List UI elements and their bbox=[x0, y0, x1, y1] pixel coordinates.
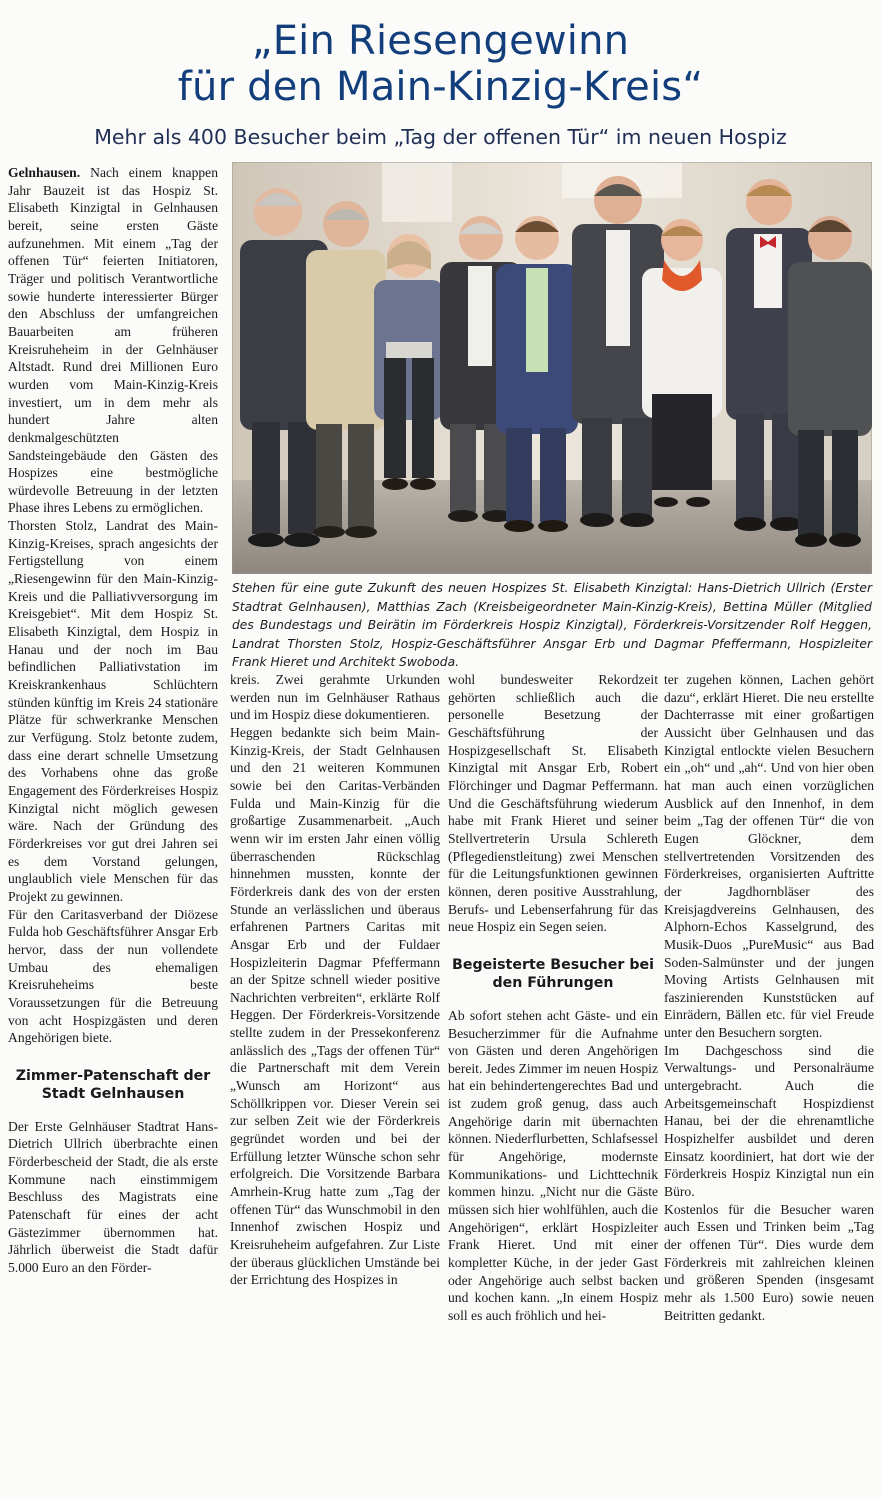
article-column-3 bbox=[448, 671, 658, 1500]
paragraph: Heggen bedankte sich beim Main-Kinzig-Kreis, der Stadt Gelnhausen und den 21 weiteren Kommunen sowie bei den Caritas-Verbänden Fulda und Main-Kinzig für die großartige Zusammenarbeit. „Auch wenn wir im ersten Jahr einen völlig überraschenden Rückschlag hinnehmen mussten, konnte der Förderkreis dank des von der ersten Stunde an verlässlichen und überaus erfahrenen Partners Caritas mit Ansgar Erb und der Fuldaer Hospizleiterin Dagmar Pfeffermann an der Spitze schnell wieder positive Nachrichten verbreiten“, erklärte Rolf Heggen. Der Förderkreis-Vorsitzende stellte zudem in der Pressekonferenz anlässlich des „Tags der offenen Tür“ die Partnerschaft mit dem Verein „Wunsch am Horizont“ aus Schöllkrippen vor. Dieser Verein sei zur selben Zeit wie der Förderkreis gegründet worden und bei der Erfüllung letzter Wünsche schon sehr erfolgreich. Die Vorsitzende Barbara Amrhein-Krug hatte zum „Tag der offenen Tür“ das Wunschmobil in den Innenhof zwischen Hospiz und Kreisruheheim aufgefahren. Zur Liste der überaus glücklichen Umstände bei der Errichtung des Hospizes in bbox=[230, 724, 440, 1288]
headline bbox=[0, 18, 881, 110]
group-photo bbox=[232, 162, 872, 574]
subheadline: Mehr als 400 Besucher beim „Tag der offenen Tür“ im neuen Hospiz bbox=[94, 125, 787, 149]
paragraph-text: Nach einem knappen Jahr Bauzeit ist das Hospiz St. Elisabeth Kinzigtal in Gelnhausen bereit, seine ersten Gäste aufzunehmen. Mit einem „Tag der offenen Tür“ feierten Initiatoren, Träger und politisch Verantwortliche sowie hunderte interessierter Bürger den Abschluss der umfangreichen Bauarbeiten am früheren Kreisruheheim in der Gelnhäuser Altstadt. Rund drei Millionen Euro wurden vom Main-Kinzig-Kreis investiert, um in dem mehr als hundert Jahre alten denkmalgeschützten Sandsteingebäude den Gästen des Hospizes eine bestmögliche würdevolle Betreuung in der letzten Phase ihres Lebens zu ermöglichen. bbox=[8, 165, 218, 516]
article-column-1 bbox=[8, 164, 218, 1500]
paragraph: Ab sofort stehen acht Gäste- und ein Besucherzimmer für die Aufnahme von Gästen und deren Angehörigen bereit. Jedes Zimmer im neuen Hospiz hat ein behindertengerechtes Bad und ist zudem groß genug, dass auch Angehörige darin mit übernachten können. Niederflurbetten, Schlafsessel für Angehörige, modernste Kommunikations- und Lichttechnik kommen hinzu. „Nicht nur die Gäste müssen sich hier wohlfühlen, auch die Angehörigen“, erklärt Hospizleiter Frank Hieret. Und mit einer kompletter Küche, in der jeder Gast oder Angehörige auch selbst backen und kochen kann. „In einem Hospiz soll es auch fröhlich und hei- bbox=[448, 1007, 658, 1323]
photo-caption: Stehen für eine gute Zukunft des neuen Hospizes St. Elisabeth Kinzigtal: Hans-Dietrich Ullrich (Erster Stadtrat Gelnhausen), Matthias Zach (Kreisbeigeordneter Main-Kinzig-Kreis), Bettina Müller (Mitglied des Bundestags und Beirätin im Förderkreis Hospiz Kinzigtal), Förderkreis-Vorsitzender Rolf Heggen, Landrat Thorsten Stolz, Hospiz-Geschäftsführer Ansgar Erb und Dagmar Pfeffermann, Hospizleiter Frank Hieret und Architekt Swoboda. bbox=[232, 581, 872, 670]
paragraph: ter zugehen können, Lachen gehört dazu“, erklärt Hieret. Die neu erstellte Dachterrasse mit einer großartigen Aussicht über Gelnhausen und das Kinzigtal entlockte vielen Besuchern ein „oh“ und „ah“. Und von hier oben hat man auch einen vorzüglichen Ausblick auf den Innenhof, in dem beim „Tag der offenen Tür“ die von Eugen Glöckner, dem stellvertretenden Vorsitzenden des Förderkreises, organisierten Auftritte der Jagdhornbläser des Kreisjagdvereins Gelnhausen, des Alphorn-Echos Kasselgrund, des Musik-Duos „PureMusic“ aus Bad Soden-Salmünster und der jungen Moving Artists Gelnhausen mit faszinierenden Kunststücken auf Einrädern, Bällen etc. für viel Freude unter den Besuchern sorgten. bbox=[664, 672, 874, 1041]
paragraph bbox=[8, 164, 218, 517]
article-column-4 bbox=[664, 671, 874, 1500]
article-column-2 bbox=[230, 671, 440, 1500]
paragraph: Kostenlos für die Besucher waren auch Essen und Trinken beim „Tag der offenen Tür“. Dies wurde dem Förderkreis mit zahlreichen kleinen und größeren Spenden (insgesamt mehr als 1.500 Euro) sowie neuen Beitritten gedankt. bbox=[664, 1201, 874, 1323]
paragraph: Der Erste Gelnhäuser Stadtrat Hans-Dietrich Ullrich überbrachte einen Förderbescheid der Stadt, die als erste Kommune nach einstimmigem Beschluss des Magistrats eine Patenschaft für eines der acht Gästezimmer übernommen hat. Jährlich überweist die Stadt dafür 5.000 Euro an den Förder- bbox=[8, 1118, 218, 1276]
paragraph: kreis. Zwei gerahmte Urkunden werden nun im Gelnhäuser Rathaus und im Hospiz diese dokumentieren. bbox=[230, 672, 440, 723]
group-photo-illustration bbox=[232, 162, 872, 574]
dateline: Gelnhausen. bbox=[8, 165, 81, 180]
paragraph: Für den Caritasverband der Diözese Fulda hob Geschäftsführer Ansgar Erb hervor, dass der nun vollendete Umbau des ehemaligen Kreisruheheims beste Voraussetzungen für die Betreuung von acht Hospizgästen und deren Angehörigen biete. bbox=[8, 906, 218, 1046]
section-heading: Zimmer-Patenschaft der Stadt Gelnhausen bbox=[15, 1067, 211, 1103]
paragraph: Im Dachgeschoss sind die Verwaltungs- und Personalräume untergebracht. Auch die Arbeitsgemeinschaft Hospizdienst Hanau, bei der die ehrenamtliche Hospizhelfer ausbildet und deren Einsatz koordiniert, hat dort wie der Förderkreis Hospiz Kinzigtal nun ein Büro. bbox=[664, 1042, 874, 1200]
paragraph: Thorsten Stolz, Landrat des Main-Kinzig-Kreises, sprach angesichts der Fertigstellung von einem „Riesengewinn für den Main-Kinzig-Kreis und die Palliativversorgung im Kreisgebiet“. Mit dem Hospiz St. Elisabeth Kinzigtal, dem Hospiz in Hanau und der noch im Bau befindlichen Palliativstation im Kreiskrankenhaus Schlüchtern stünden künftig im Kreis 24 stationäre Plätze für schwerkranke Menschen zur Verfügung. Stolz betonte zudem, dass eine derart schnelle Umsetzung des Vorhabens ohne das große Engagement des Förderkreises Hospiz Kinzigtal nicht möglich gewesen wäre. Nach der Gründung des Förderkreises vor gut drei Jahren sei es dem Vorstand gelungen, unglaublich viele Menschen für das Projekt zu gewinnen. bbox=[8, 518, 218, 904]
headline-line-2: für den Main-Kinzig-Kreis“ bbox=[177, 64, 704, 110]
section-heading: Begeisterte Besucher bei den Führungen bbox=[452, 956, 654, 992]
headline-line-1: „Ein Riesengewinn bbox=[251, 18, 630, 64]
paragraph: wohl bundesweiter Rekordzeit gehörten schließlich auch die personelle Besetzung der Geschäftsführung der Hospizgesellschaft St. Elisabeth Kinzigtal mit Ansgar Erb, Robert Flörchinger und Dagmar Peffermann. Und die Geschäftsführung wiederum habe mit Frank Hieret und seiner Stellvertreterin Ursula Schlereth (Pflegedienstleitung) zwei Menschen für die Leitungsfunktionen gewinnen können, deren positive Ausstrahlung, Berufs- und Lebenserfahrung für das neue Hospiz ein Segen seien. bbox=[448, 672, 658, 935]
